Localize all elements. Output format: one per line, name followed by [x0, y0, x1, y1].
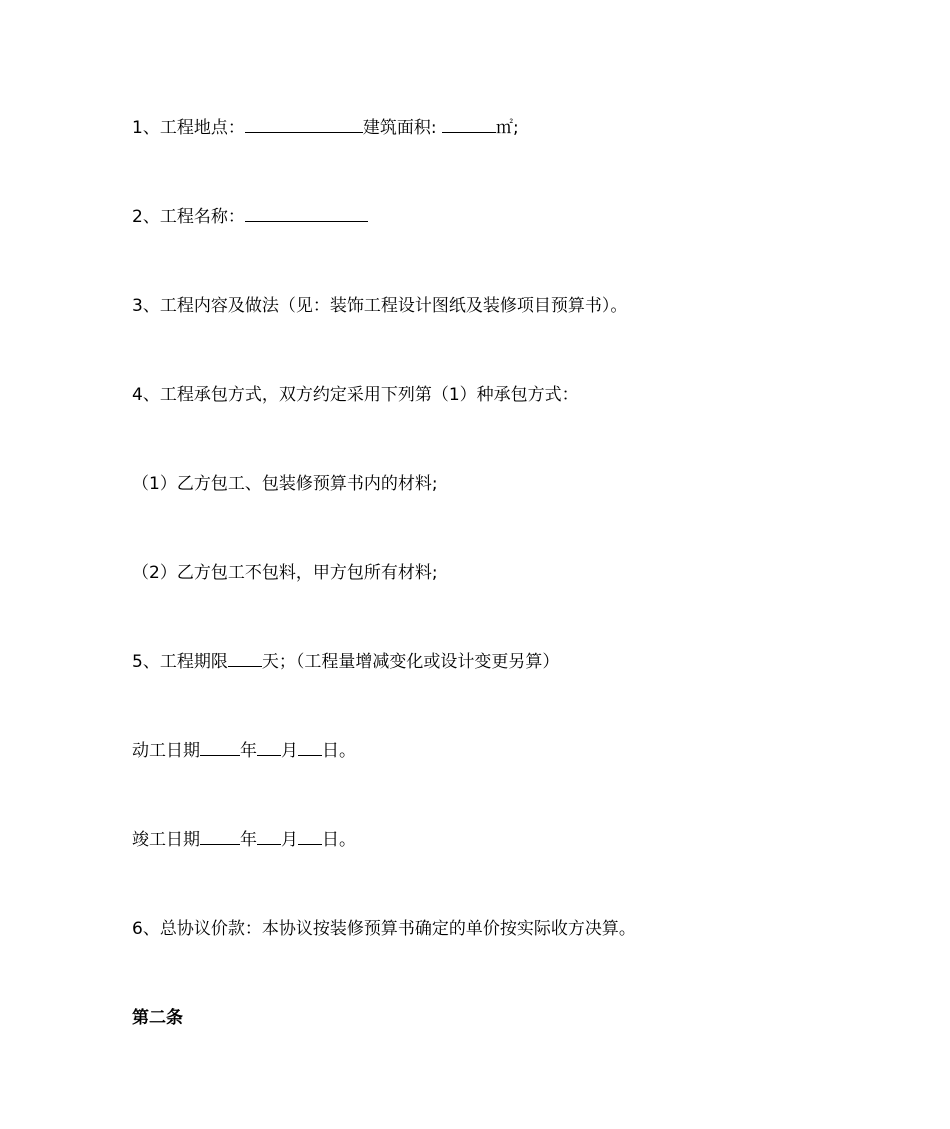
- section-2-title: 第二条: [132, 1008, 183, 1028]
- contract-option-2: [132, 561, 438, 585]
- contract-option-1: [132, 472, 438, 496]
- end-date-label: 竣工日期: [132, 830, 200, 850]
- start-year-unit: 年: [240, 741, 257, 761]
- end-month-blank[interactable]: [257, 828, 281, 845]
- item-duration: [132, 650, 559, 674]
- start-date-line: [132, 739, 356, 763]
- project-name-blank[interactable]: [245, 205, 368, 222]
- end-year-blank[interactable]: [200, 828, 240, 845]
- contract-mode-text: 4、工程承包方式，双方约定采用下列第（1）种承包方式：: [132, 385, 579, 405]
- end-day-unit: 日。: [322, 830, 356, 850]
- option-2-text: （2）乙方包工不包料，甲方包所有材料;: [132, 563, 438, 583]
- item-total-price: [132, 917, 636, 941]
- item-content-method: [132, 294, 627, 318]
- item-location-area: [132, 116, 519, 140]
- project-name-label: 2、工程名称：: [132, 207, 245, 227]
- end-month-unit: 月: [281, 830, 298, 850]
- end-day-blank[interactable]: [298, 828, 322, 845]
- duration-label: 5、工程期限: [132, 652, 228, 672]
- start-month-blank[interactable]: [257, 739, 281, 756]
- location-label: 1、工程地点：: [132, 118, 245, 138]
- duration-note: （工程量增减变化或设计变更另算）: [295, 652, 560, 672]
- start-day-blank[interactable]: [298, 739, 322, 756]
- duration-unit: 天；: [261, 652, 296, 672]
- end-year-unit: 年: [240, 830, 257, 850]
- area-blank[interactable]: [442, 116, 496, 133]
- item-project-name: [132, 205, 368, 229]
- location-blank[interactable]: [245, 116, 363, 133]
- content-method-text: 3、工程内容及做法（见：装饰工程设计图纸及装修项目预算书）。: [132, 296, 628, 316]
- section-2-heading: [132, 1006, 183, 1030]
- item-contract-mode: [132, 383, 579, 407]
- area-unit: ㎡;: [495, 118, 519, 138]
- start-year-blank[interactable]: [200, 739, 240, 756]
- start-month-unit: 月: [281, 741, 298, 761]
- end-date-line: [132, 828, 356, 852]
- area-label: 建筑面积:: [362, 118, 442, 138]
- start-day-unit: 日。: [322, 741, 356, 761]
- total-price-text: 6、总协议价款：本协议按装修预算书确定的单价按实际收方决算。: [132, 919, 636, 939]
- option-1-text: （1）乙方包工、包装修预算书内的材料;: [132, 474, 438, 494]
- start-date-label: 动工日期: [132, 741, 200, 761]
- duration-blank[interactable]: [228, 650, 262, 667]
